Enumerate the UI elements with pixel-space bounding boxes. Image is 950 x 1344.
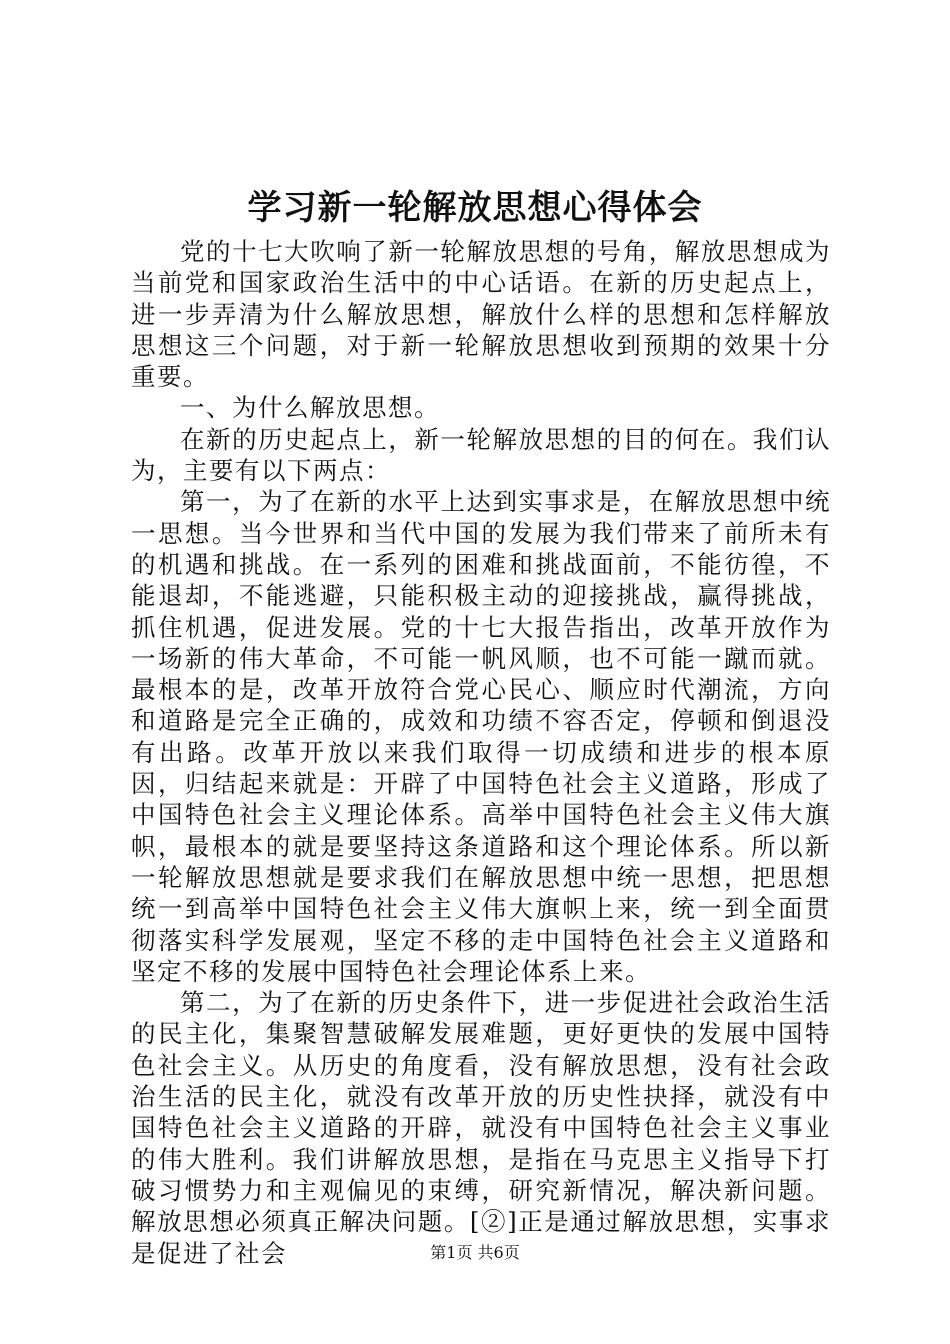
paragraph-point-one: 第一，为了在新的水平上达到实事求是，在解放思想中统一思想。当今世界和当代中国的发展为我们带来了前所未有的机遇和挑战。在一系列的困难和挑战面前，不能彷徨，不能退却，不能逃避，只能积极主动的迎接挑战，赢得挑战，抓住机遇，促进发展。党的十七大报告指出，改革开放作为一场新的伟大革命，不可能一帆风顺，也不可能一蹴而就。最根本的是，改革开放符合党心民心、顺应时代潮流，方向和道路是完全正确的，成效和功绩不容否定，停顿和倒退没有出路。改革开放以来我们取得一切成绩和进步的根本原因，归结起来就是：开辟了中国特色社会主义道路，形成了中国特色社会主义理论体系。高举中国特色社会主义伟大旗帜，最根本的就是要坚持这条道路和这个理论体系。所以新一轮解放思想就是要求我们在解放思想中统一思想，把思想统一到高举中国特色社会主义伟大旗帜上来，统一到全面贯彻落实科学发展观，坚定不移的走中国特色社会主义道路和坚定不移的发展中国特色社会理论体系上来。 — [131, 487, 831, 986]
paragraph-point-two: 第二，为了在新的历史条件下，进一步促进社会政治生活的民主化，集聚智慧破解发展难题，更好更快的发展中国特色社会主义。从历史的角度看，没有解放思想，没有社会政治生活的民主化，就没有改革开放的历史性抉择，就没有中国特色社会主义道路的开辟，就没有中国特色社会主义事业的伟大胜利。我们讲解放思想，是指在马克思主义指导下打破习惯势力和主观偏见的束缚，研究新情况，解决新问题。解放思想必须真正解决问题。[②]正是通过解放思想，实事求是促进了社会 — [131, 988, 831, 1268]
document-title: 学习新一轮解放思想心得体会 — [247, 188, 703, 228]
paragraph-purpose: 在新的历史起点上，新一轮解放思想的目的何在。我们认为，主要有以下两点： — [131, 424, 831, 486]
document-body — [131, 236, 831, 1269]
paragraph-section-heading: 一、为什么解放思想。 — [180, 393, 440, 423]
paragraph-intro: 党的十七大吹响了新一轮解放思想的号角，解放思想成为当前党和国家政治生活中的中心话语。在新的历史起点上，进一步弄清为什么解放思想，解放什么样的思想和怎样解放思想这三个问题，对于新一轮解放思想收到预期的效果十分重要。 — [131, 237, 831, 392]
page-footer: 第1页 共6页 — [430, 1243, 520, 1262]
